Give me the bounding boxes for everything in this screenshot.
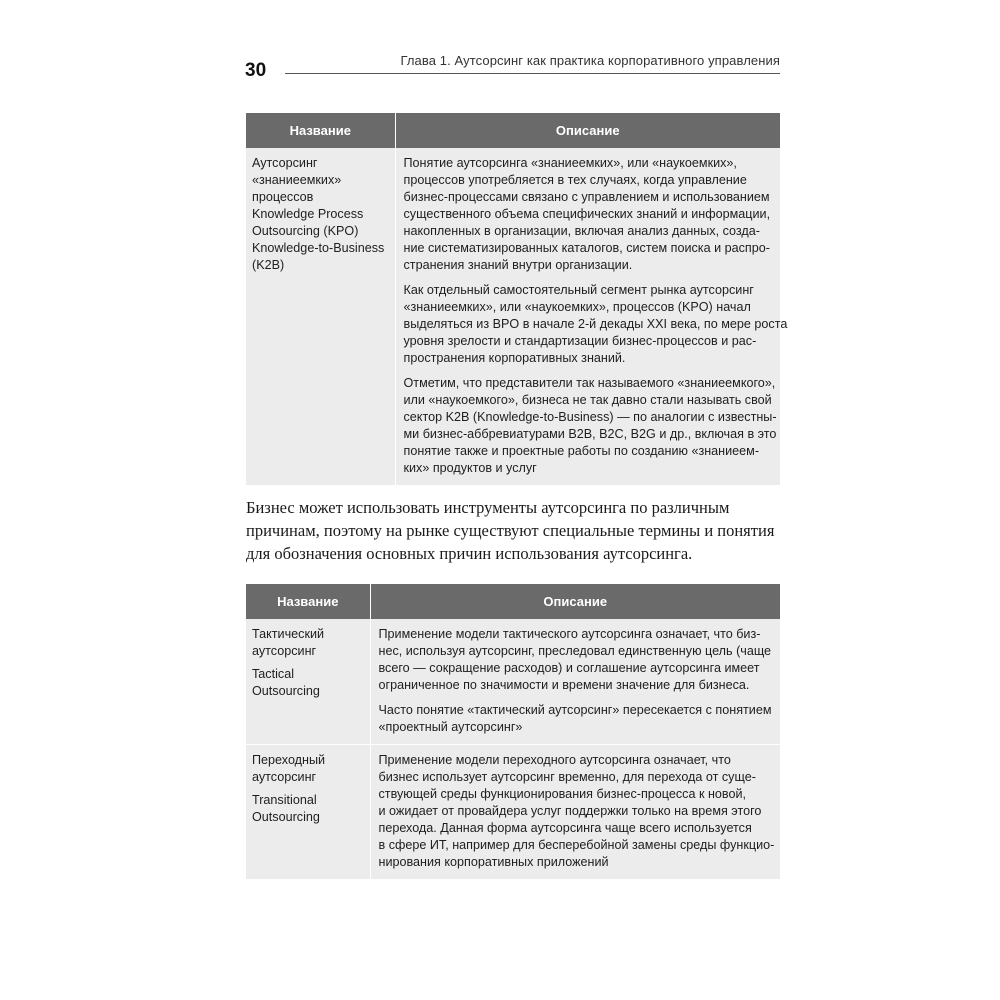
term-line: Knowledge-to-Business	[252, 241, 385, 255]
description-line: ких» продуктов и услуг	[403, 461, 537, 475]
term-line: Outsourcing (KPO)	[252, 224, 359, 238]
description-cell	[370, 619, 780, 745]
description-line: ние систематизированных каталогов, систем поиска и распро-	[403, 241, 770, 255]
description-line: Понятие аутсорсинга «знаниеемких», или «наукоемких»,	[403, 156, 737, 170]
description-line: в сфере ИТ, например для бесперебойной замены среды функцио-	[378, 838, 775, 852]
description-line: сектор K2B (Knowledge-to-Business) — по аналогии с известны-	[403, 410, 777, 424]
description-line: странения знаний внутри организации.	[403, 258, 633, 272]
term-line: (K2B)	[252, 258, 285, 272]
term-cell	[246, 745, 370, 880]
description-paragraph	[403, 282, 788, 367]
term-cell	[246, 619, 370, 745]
description-line: бизнес-процессами связано с управлением и использованием	[403, 190, 770, 204]
description-line: и ожидает от провайдера услуг поддержки только на время этого	[378, 804, 762, 818]
description-paragraph	[404, 375, 775, 477]
description-line: Часто понятие «тактический аутсорсинг» пересекается с понятием	[378, 703, 772, 717]
column-header-description: Описание	[395, 113, 780, 148]
term-line: Outsourcing	[252, 810, 320, 824]
body-paragraph	[246, 496, 786, 565]
description-line: нирования корпоративных приложений	[378, 855, 609, 869]
description-line: перехода. Данная форма аутсорсинга чаще всего используется	[378, 821, 752, 835]
description-line: понятие также и проектные работы по созданию «знаниеем-	[403, 444, 760, 458]
running-head: Глава 1. Аутсорсинг как практика корпоративного управления	[400, 53, 780, 68]
header-rule	[285, 73, 780, 74]
table-outsourcing-types	[246, 584, 780, 879]
column-header-description: Описание	[370, 584, 780, 619]
term-line: «знаниеемких»	[252, 173, 342, 187]
body-line: Бизнес может использовать инструменты аутсорсинга по различным	[246, 498, 730, 517]
column-header-name: Название	[246, 113, 395, 148]
description-line: Как отдельный самостоятельный сегмент рынка аутсорсинг	[403, 283, 754, 297]
description-paragraph	[379, 752, 775, 871]
description-line: бизнес использует аутсорсинг временно, для перехода от суще-	[378, 770, 756, 784]
term-line: процессов	[252, 190, 314, 204]
description-line: существенного объема специфических знаний и информации,	[403, 207, 771, 221]
term-line: Tactical	[252, 667, 294, 681]
term-block	[252, 752, 364, 786]
description-line: ограниченное по значимости и времени значение для бизнеса.	[378, 678, 750, 692]
body-line: для обозначения основных причин использования аутсорсинга.	[246, 544, 693, 563]
table-row	[246, 148, 780, 485]
description-line: пространения корпоративных знаний.	[403, 351, 626, 365]
description-paragraph	[379, 702, 775, 736]
description-line: Применение модели тактического аутсорсинга означает, что биз-	[378, 627, 761, 641]
table-row	[246, 619, 780, 745]
table-row	[246, 745, 780, 880]
description-line: или «наукоемкого», бизнеса не так давно стали называть свой	[403, 393, 772, 407]
table-kpo	[246, 113, 788, 485]
description-line: Применение модели переходного аутсорсинга означает, что	[378, 753, 731, 767]
term-line: Аутсорсинг	[252, 156, 318, 170]
column-header-name: Название	[246, 584, 370, 619]
term-line: Тактический	[252, 627, 325, 641]
term-line: Knowledge Process	[252, 207, 364, 221]
term-block	[252, 666, 364, 700]
description-paragraph	[379, 626, 775, 694]
description-line: выделяться из BPO в начале 2-й декады XXI века, по мере роста	[403, 317, 788, 331]
description-cell	[370, 745, 780, 880]
description-line: «знаниеемких», или «наукоемких», процессов (KPO) начал	[403, 300, 751, 314]
description-line: уровня зрелости и стандартизации бизнес-процессов и рас-	[403, 334, 757, 348]
description-line: процессов употребляется в тех случаях, когда управление	[403, 173, 747, 187]
description-line: накопленных в организации, включая анализ данных, созда-	[403, 224, 760, 238]
description-line: нес, используя аутсорсинг, преследовал единственную цель (чаще	[378, 644, 772, 658]
description-line: ствующей среды функционирования бизнес-процесса к новой,	[378, 787, 747, 801]
term-line: Outsourcing	[252, 684, 320, 698]
term-line: Переходный	[252, 753, 326, 767]
page-number: 30	[245, 60, 267, 81]
term-cell	[246, 148, 395, 485]
description-paragraph	[404, 155, 775, 274]
description-line: Отметим, что представители так называемого «знаниеемкого»,	[403, 376, 776, 390]
term-line: Transitional	[252, 793, 317, 807]
term-line: аутсорсинг	[252, 770, 317, 784]
description-line: «проектный аутсорсинг»	[378, 720, 523, 734]
term-block	[252, 792, 364, 826]
term-block	[252, 626, 364, 660]
description-line: ми бизнес-аббревиатурами B2B, B2C, B2G и др., включая в это	[403, 427, 777, 441]
body-line: причинам, поэтому на рынке существуют специальные термины и понятия	[246, 521, 775, 540]
term-line: аутсорсинг	[252, 644, 317, 658]
description-line: всего — сокращение расходов) и соглашение аутсорсинга имеет	[378, 661, 760, 675]
description-cell	[395, 148, 788, 485]
